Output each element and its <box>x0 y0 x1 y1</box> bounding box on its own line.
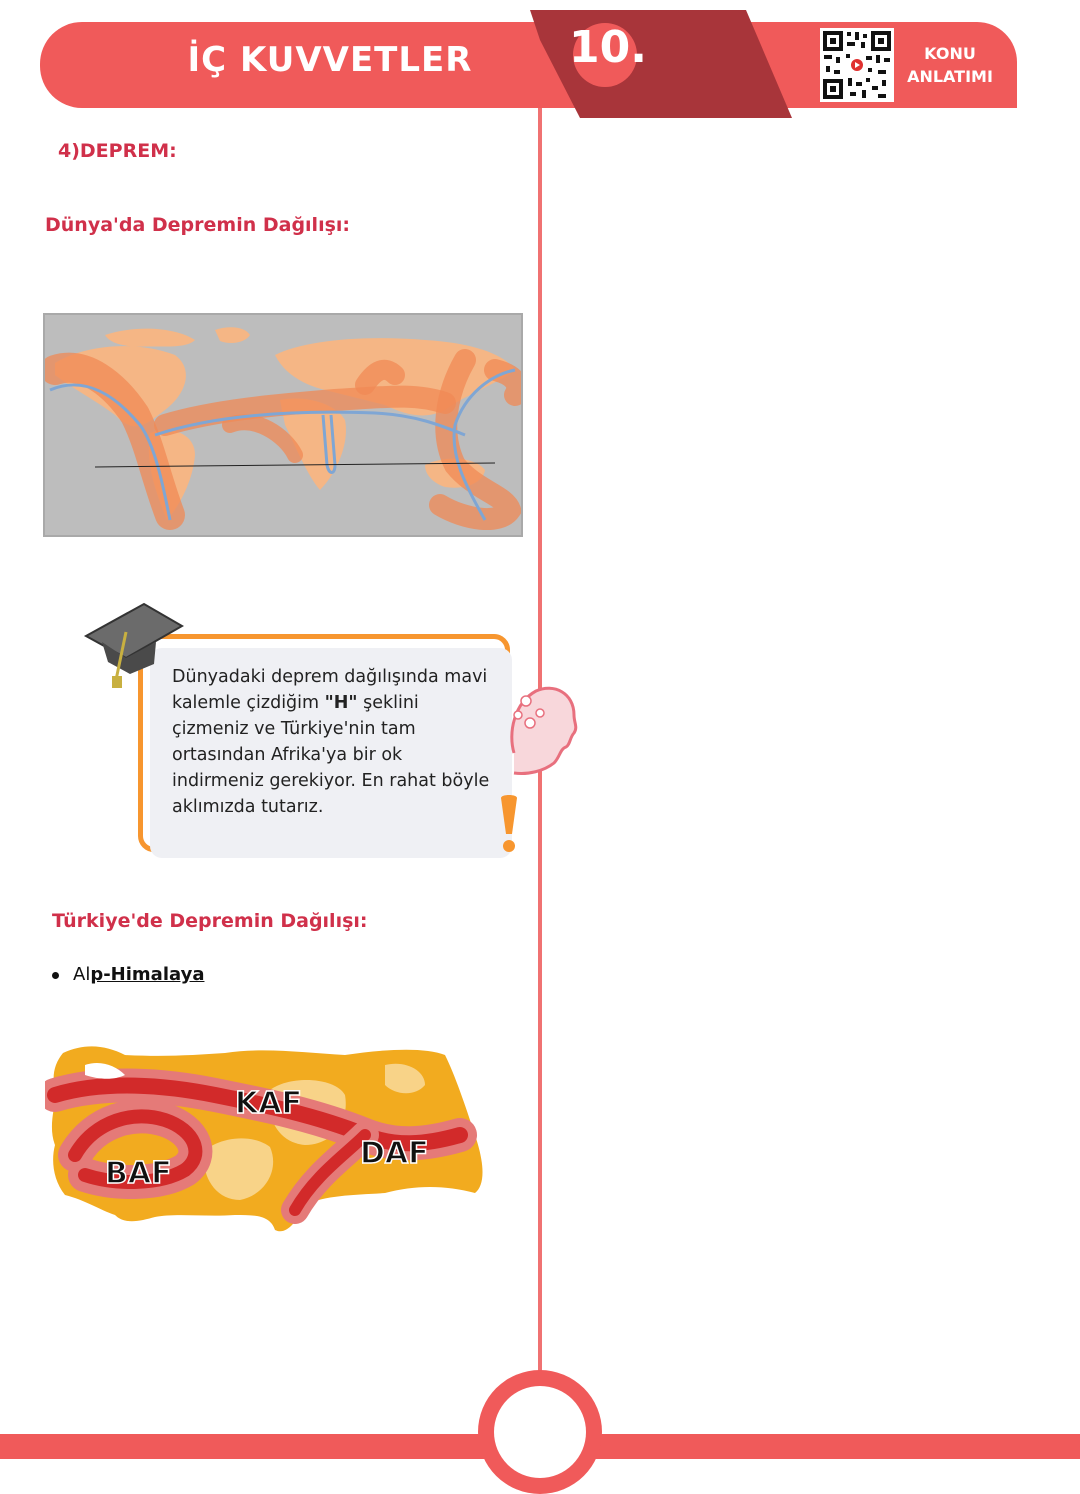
world-earthquake-heading: Dünya'da Depremin Dağılışı: <box>45 214 351 236</box>
callout-text-part-1: Dünyadaki deprem dağılışında mavi kalemle çizdiğim <box>172 667 488 713</box>
bullet-dot <box>52 972 59 979</box>
grade-number: 10. <box>569 22 647 73</box>
badge-line-2: ANLATIMI <box>907 67 993 86</box>
daf-label: DAF <box>360 1136 429 1171</box>
callout-text-part-2: şeklini çizmeniz ve Türkiye'nin tam ortasından Afrika'ya bir ok indirmeniz gerekiyor. En rahat böyle aklımızda tutarız. <box>172 693 490 817</box>
world-earthquake-map <box>43 313 523 537</box>
baf-label: BAF <box>105 1156 172 1191</box>
page-number-slot <box>494 1386 586 1478</box>
qr-code-icon[interactable] <box>820 28 894 102</box>
bullet-underlined: p-Himalaya <box>90 964 205 985</box>
graduation-cap-icon <box>82 596 186 692</box>
qr-pattern <box>820 28 894 102</box>
konu-anlatimi-badge <box>900 42 1000 88</box>
bullet-prefix: Al <box>73 964 91 985</box>
turkey-earthquake-heading: Türkiye'de Depremin Dağılışı: <box>52 910 368 932</box>
kaf-label: KAF <box>235 1086 302 1121</box>
world-map-drawing <box>45 315 521 535</box>
grade-tab-shape <box>510 10 800 118</box>
callout-text <box>172 664 492 820</box>
page-title: İÇ KUVVETLER <box>187 40 473 80</box>
thinking-head-icon <box>504 683 578 779</box>
bullet-list <box>52 964 204 985</box>
callout-text-bold: "H" <box>324 693 358 713</box>
deprem-heading: 4)DEPREM: <box>58 140 177 162</box>
badge-line-1: KONU <box>924 44 976 63</box>
exclamation-icon <box>496 794 522 856</box>
turkey-fault-map <box>45 1035 490 1240</box>
